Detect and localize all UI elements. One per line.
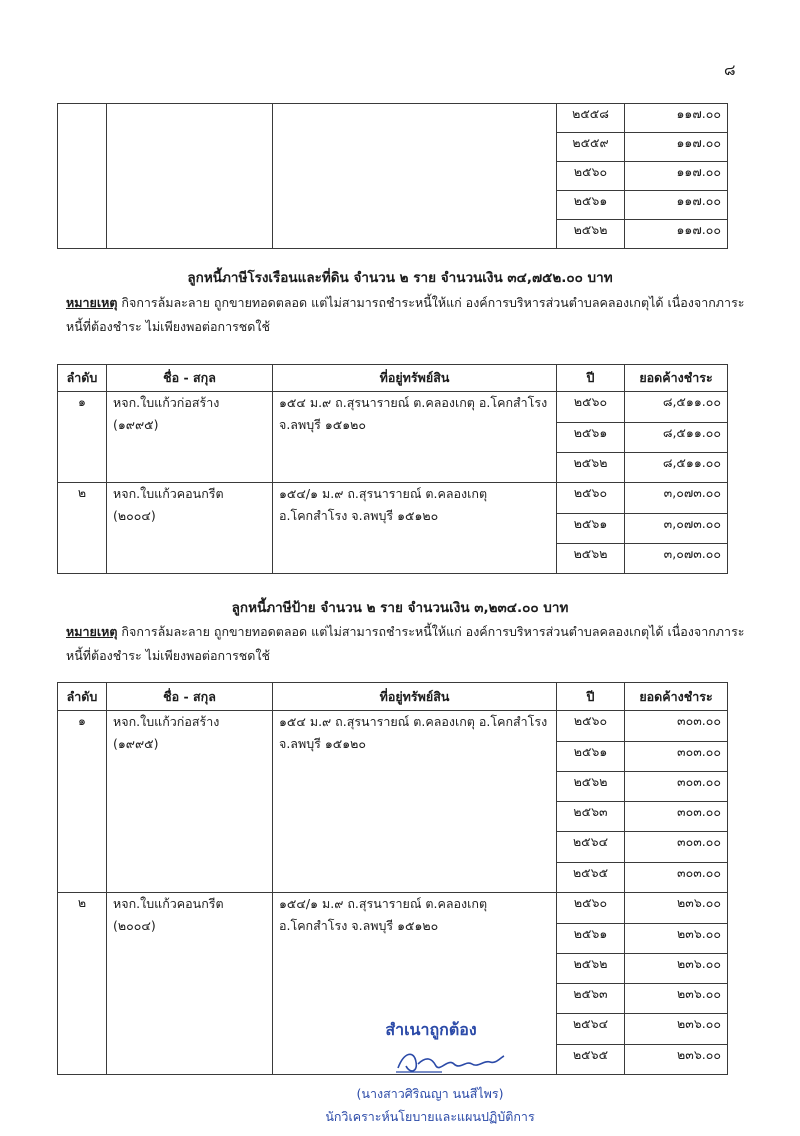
year-cell: ๒๕๖๓	[557, 802, 625, 832]
amount-cell: ๑๑๗.๐๐	[625, 133, 728, 162]
header-no: ลำดับ	[58, 365, 107, 392]
header-address: ที่อยู่ทรัพย์สิน	[273, 683, 557, 711]
table-row	[58, 893, 728, 924]
year-cell: ๒๕๖๒	[557, 954, 625, 984]
amount-cell: ๘,๕๑๑.๐๐	[625, 453, 728, 483]
section2-table	[57, 682, 728, 1075]
header-amount: ยอดค้างชำระ	[625, 683, 728, 711]
certified-copy-stamp: สำเนาถูกต้อง	[385, 1020, 477, 1039]
table-header-row	[58, 365, 728, 392]
amount-cell: ๒๓๖.๐๐	[625, 984, 728, 1014]
carryover-address-cell	[273, 104, 557, 249]
amount-cell: ๑๑๗.๐๐	[625, 162, 728, 191]
entry-address: ๑๕๔ ม.๙ ถ.สุรนารายณ์ ต.คลองเกตุ อ.โคกสำโรง จ.ลพบุรี ๑๕๑๒๐	[273, 711, 557, 893]
carryover-table	[57, 103, 728, 249]
year-cell: ๒๕๖๑	[557, 924, 625, 954]
header-year: ปี	[557, 365, 625, 392]
section1-table	[57, 364, 728, 574]
header-year: ปี	[557, 683, 625, 711]
amount-cell: ๓๐๓.๐๐	[625, 772, 728, 802]
header-name: ชื่อ - สกุล	[107, 683, 273, 711]
year-cell: ๒๕๖๕	[557, 863, 625, 893]
year-cell: ๒๕๖๒	[557, 544, 625, 574]
section1-note-label: หมายเหตุ	[66, 295, 118, 310]
year-cell: ๒๕๖๑	[557, 423, 625, 453]
table-row	[58, 392, 728, 423]
carryover-no-cell	[58, 104, 107, 249]
section2-title: ลูกหนี้ภาษีป้าย จำนวน ๒ ราย จำนวนเงิน ๓,๒๓๔.๐๐ บาท	[231, 600, 569, 616]
page-number: ๘	[724, 61, 736, 79]
entry-no: ๑	[58, 711, 107, 893]
signer-position: นักวิเคราะห์นโยบายและแผนปฏิบัติการ	[325, 1109, 535, 1124]
table-row	[58, 711, 728, 742]
header-name: ชื่อ - สกุล	[107, 365, 273, 392]
year-cell: ๒๕๖๐	[557, 392, 625, 423]
entry-name: หจก.ใบแก้วก่อสร้าง (๑๙๙๕)	[107, 392, 273, 483]
amount-cell: ๓๐๓.๐๐	[625, 832, 728, 863]
amount-cell: ๓,๐๗๓.๐๐	[625, 483, 728, 514]
entry-no: ๒	[58, 893, 107, 1075]
year-cell: ๒๕๖๐	[557, 162, 625, 191]
entry-address: ๑๕๔/๑ ม.๙ ถ.สุรนารายณ์ ต.คลองเกตุ อ.โคกสำโรง จ.ลพบุรี ๑๕๑๒๐	[273, 483, 557, 574]
amount-cell: ๑๑๗.๐๐	[625, 191, 728, 220]
year-cell: ๒๕๖๕	[557, 1045, 625, 1075]
year-cell: ๒๕๖๔	[557, 832, 625, 863]
year-cell: ๒๕๖๑	[557, 742, 625, 772]
section2-note-text: กิจการล้มละลาย ถูกขายทอดตลอด แต่ไม่สามารถชำระหนี้ให้แก่ องค์การบริหารส่วนตำบลคลองเกตุได้ เนื่องจากภาระหนี้ที่ต้องชำระ ไม่เพียงพอต่อการชดใช้	[66, 624, 745, 663]
entry-no: ๑	[58, 392, 107, 483]
header-no: ลำดับ	[58, 683, 107, 711]
entry-no: ๒	[58, 483, 107, 574]
amount-cell: ๒๓๖.๐๐	[625, 1014, 728, 1045]
section1-note-text: กิจการล้มละลาย ถูกขายทอดตลอด แต่ไม่สามารถชำระหนี้ให้แก่ องค์การบริหารส่วนตำบลคลองเกตุได้ เนื่องจากภาระหนี้ที่ต้องชำระ ไม่เพียงพอต่อการชดใช้	[66, 295, 745, 334]
section2-note-label: หมายเหตุ	[66, 624, 118, 639]
amount-cell: ๒๓๖.๐๐	[625, 1045, 728, 1075]
entry-address: ๑๕๔ ม.๙ ถ.สุรนารายณ์ ต.คลองเกตุ อ.โคกสำโรง จ.ลพบุรี ๑๕๑๒๐	[273, 392, 557, 483]
year-cell: ๒๕๖๐	[557, 893, 625, 924]
amount-cell: ๓๐๓.๐๐	[625, 742, 728, 772]
amount-cell: ๓,๐๗๓.๐๐	[625, 514, 728, 544]
entry-name: หจก.ใบแก้วคอนกรีต (๒๐๐๔)	[107, 893, 273, 1075]
year-cell: ๒๕๖๔	[557, 1014, 625, 1045]
year-cell: ๒๕๖๐	[557, 711, 625, 742]
amount-cell: ๑๑๗.๐๐	[625, 104, 728, 133]
amount-cell: ๘,๕๑๑.๐๐	[625, 423, 728, 453]
header-address: ที่อยู่ทรัพย์สิน	[273, 365, 557, 392]
year-cell: ๒๕๖๒	[557, 220, 625, 249]
year-cell: ๒๕๕๙	[557, 133, 625, 162]
year-cell: ๒๕๖๑	[557, 514, 625, 544]
amount-cell: ๘,๕๑๑.๐๐	[625, 392, 728, 423]
year-cell: ๒๕๖๒	[557, 772, 625, 802]
entry-address: ๑๕๔/๑ ม.๙ ถ.สุรนารายณ์ ต.คลองเกตุ อ.โคกสำโรง จ.ลพบุรี ๑๕๑๒๐	[273, 893, 557, 1075]
table-header-row	[58, 683, 728, 711]
entry-name: หจก.ใบแก้วก่อสร้าง (๑๙๙๕)	[107, 711, 273, 893]
year-cell: ๒๕๖๒	[557, 453, 625, 483]
amount-cell: ๓๐๓.๐๐	[625, 711, 728, 742]
amount-cell: ๓๐๓.๐๐	[625, 863, 728, 893]
amount-cell: ๒๓๖.๐๐	[625, 954, 728, 984]
entry-name: หจก.ใบแก้วคอนกรีต (๒๐๐๔)	[107, 483, 273, 574]
year-cell: ๒๕๕๘	[557, 104, 625, 133]
carryover-name-cell	[107, 104, 273, 249]
table-row	[58, 483, 728, 514]
handwritten-signature	[392, 1044, 512, 1084]
year-cell: ๒๕๖๑	[557, 191, 625, 220]
header-amount: ยอดค้างชำระ	[625, 365, 728, 392]
section1-note	[66, 291, 756, 339]
year-cell: ๒๕๖๓	[557, 984, 625, 1014]
section1-title: ลูกหนี้ภาษีโรงเรือนและที่ดิน จำนวน ๒ ราย จำนวนเงิน ๓๔,๗๕๒.๐๐ บาท	[187, 270, 613, 286]
signer-name: (นางสาวศิริณญา นนสีไพร)	[356, 1086, 504, 1101]
year-cell: ๒๕๖๐	[557, 483, 625, 514]
amount-cell: ๑๑๗.๐๐	[625, 220, 728, 249]
amount-cell: ๒๓๖.๐๐	[625, 924, 728, 954]
amount-cell: ๒๓๖.๐๐	[625, 893, 728, 924]
section2-note	[66, 620, 756, 668]
amount-cell: ๓,๐๗๓.๐๐	[625, 544, 728, 574]
amount-cell: ๓๐๓.๐๐	[625, 802, 728, 832]
table-row	[58, 104, 728, 133]
